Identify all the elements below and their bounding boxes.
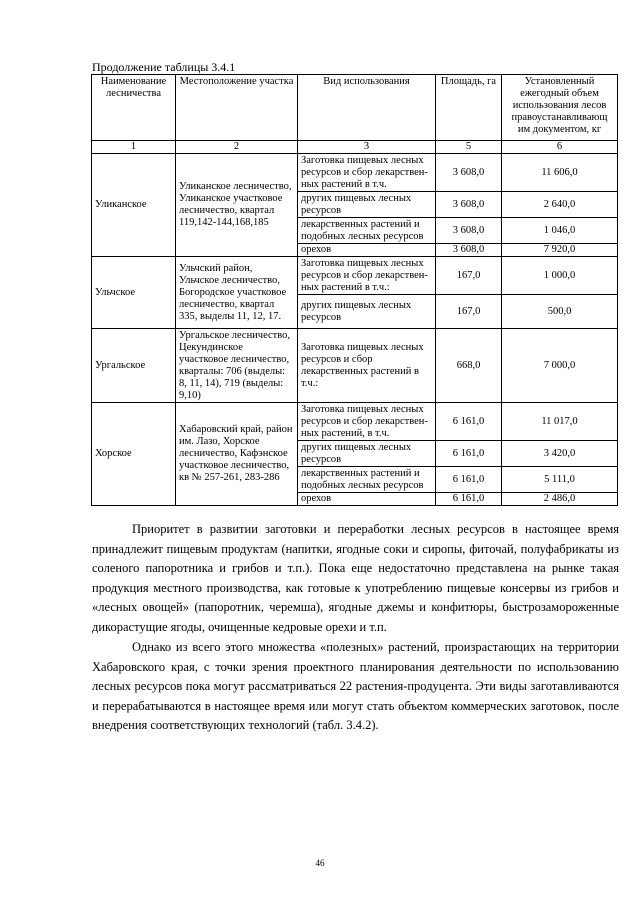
- volume-cell: 7 000,0: [502, 329, 618, 403]
- col-number: 6: [502, 141, 618, 154]
- table-caption: Продолжение таблицы 3.4.1: [92, 60, 236, 74]
- forestry-name: Ургальское: [92, 329, 176, 403]
- volume-cell: 11 017,0: [502, 403, 618, 441]
- area-cell: 3 608,0: [436, 154, 502, 192]
- use-cell: лекарственных растений и подобных лесных ресурсов: [298, 218, 436, 244]
- area-cell: 3 608,0: [436, 218, 502, 244]
- use-cell: других пищевых лесных ресурсов: [298, 192, 436, 218]
- table-row: [92, 403, 618, 441]
- area-cell: 668,0: [436, 329, 502, 403]
- use-cell: других пищевых лесных ресурсов: [298, 441, 436, 467]
- volume-cell: 500,0: [502, 295, 618, 329]
- page-number: 46: [315, 858, 325, 868]
- forestry-name: Хорское: [92, 403, 176, 506]
- header-use-type: Вид использования: [298, 75, 436, 141]
- header-area: Площадь, га: [436, 75, 502, 141]
- area-cell: 6 161,0: [436, 441, 502, 467]
- volume-cell: 7 920,0: [502, 244, 618, 257]
- col-number: 2: [176, 141, 298, 154]
- location-cell: Уликанское лесничество, Уликанское участковое лесничество, квартал 119,142-144,168,185: [176, 154, 298, 257]
- table-row: [92, 257, 618, 295]
- use-cell: лекарственных растений и подобных лесных ресурсов: [298, 467, 436, 493]
- volume-cell: 1 000,0: [502, 257, 618, 295]
- use-cell: Заготовка пищевых лесных ресурсов и сбор лекарственных растений в т.ч.:: [298, 329, 436, 403]
- volume-cell: 5 111,0: [502, 467, 618, 493]
- area-cell: 6 161,0: [436, 493, 502, 506]
- use-cell: Заготовка пищевых лесных ресурсов и сбор лекарствен-ных растений, в т.ч.: [298, 403, 436, 441]
- table-row: [92, 329, 618, 403]
- header-location: Местоположение участка: [176, 75, 298, 141]
- forestry-name: Уликанское: [92, 154, 176, 257]
- forest-use-table: [91, 74, 618, 506]
- body-paragraph: Приоритет в развитии заготовки и переработки лесных ресурсов в настоящее время принадлежит пищевым продуктам (напитки, ягодные соки и сиропы, фиточай, полуфабрикаты из соленого папоротника и грибов и т.п.). Пока еще недостаточно представлена на рынке такая продукция местного производства, как готовые к употреблению пищевые консервы из грибов и «лесных овощей» (папоротник, черемша), ягодные джемы и конфитюры, быстрозамороженные дикорастущие ягоды, очищенные кедровые орехи и т.п.: [92, 522, 619, 634]
- volume-cell: 3 420,0: [502, 441, 618, 467]
- volume-cell: 2 640,0: [502, 192, 618, 218]
- area-cell: 3 608,0: [436, 244, 502, 257]
- use-cell: Заготовка пищевых лесных ресурсов и сбор лекарствен-ных растений в т.ч.: [298, 154, 436, 192]
- use-cell: Заготовка пищевых лесных ресурсов и сбор лекарствен-ных растений в т.ч.:: [298, 257, 436, 295]
- volume-cell: 1 046,0: [502, 218, 618, 244]
- body-paragraph: Однако из всего этого множества «полезных» растений, произрастающих на территории Хабаровского края, с точки зрения проектного планирования деятельности по использованию лесных ресурсов пока могут рассматриваться 22 растения-продуцента. Эти виды заготавливаются и перерабатываются в настоящее время или могут стать объектом коммерческих заготовок, после внедрения соответствующих технологий (табл. 3.4.2).: [92, 640, 619, 733]
- volume-cell: 2 486,0: [502, 493, 618, 506]
- use-cell: орехов: [298, 244, 436, 257]
- col-number: 5: [436, 141, 502, 154]
- area-cell: 6 161,0: [436, 403, 502, 441]
- location-cell: Ульчский район, Ульчское лесничество, Богородское участковое лесничество, квартал 335, выделы 11, 12, 17.: [176, 257, 298, 329]
- use-cell: других пищевых лесных ресурсов: [298, 295, 436, 329]
- area-cell: 6 161,0: [436, 467, 502, 493]
- area-cell: 167,0: [436, 295, 502, 329]
- location-cell: Хабаровский край, район им. Лазо, Хорское лесничество, Кафэнское участковое лесничество, кв № 257-261, 283-286: [176, 403, 298, 506]
- area-cell: 167,0: [436, 257, 502, 295]
- header-forestry: Наименование лесничества: [92, 75, 176, 141]
- area-cell: 3 608,0: [436, 192, 502, 218]
- header-volume: Установленный ежегодный объем использования лесов правоустанавливающ им документом, кг: [502, 75, 618, 141]
- location-cell: Ургальское лесничество, Цекундинское участковое лесничество, кварталы: 706 (выделы: 8, 11, 14), 719 (выделы: 9,10): [176, 329, 298, 403]
- table-row: [92, 154, 618, 192]
- col-number: 1: [92, 141, 176, 154]
- use-cell: орехов: [298, 493, 436, 506]
- volume-cell: 11 606,0: [502, 154, 618, 192]
- forestry-name: Ульчское: [92, 257, 176, 329]
- col-number: 3: [298, 141, 436, 154]
